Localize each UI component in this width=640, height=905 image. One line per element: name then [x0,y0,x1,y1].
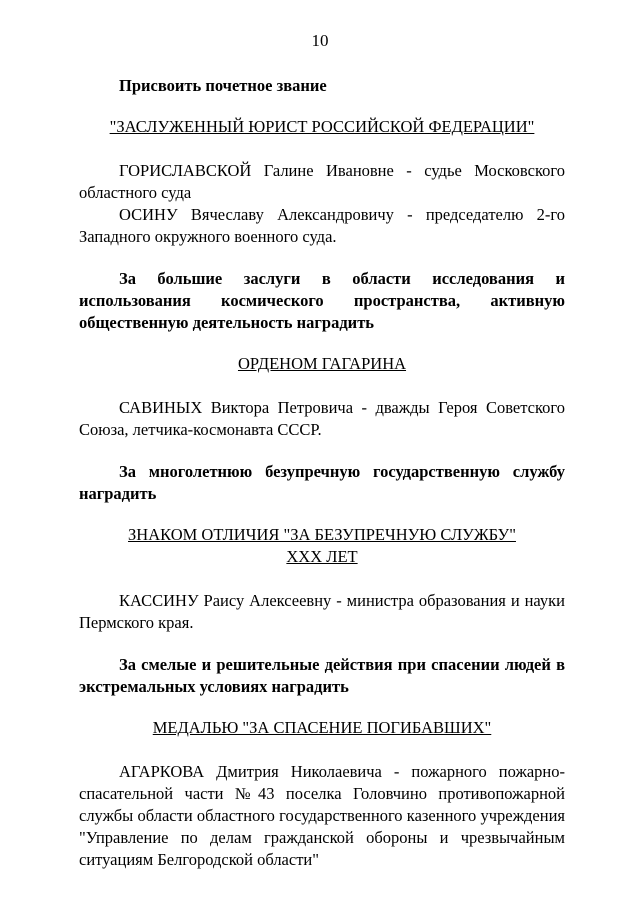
recipient-paragraph: САВИНЫХ Виктора Петровича - дважды Героя Советского Союза, летчика-космонавта СССР. [79,398,565,439]
award-title-line2: XXX ЛЕТ [286,547,358,566]
recipient-paragraph: АГАРКОВА Дмитрия Николаевича - пожарного пожарно-спасательной части №43 поселка Головчино противопожарной службы области областного государственного казенного учреждения "Управление по делам гражданской обороны и чрезвычайным ситуациям Белгородской области" [79,762,565,869]
recipient-paragraph: ГОРИСЛАВСКОЙ Галине Ивановне - судье Московского областного суда [79,161,565,202]
recipient-paragraph: ОСИНУ Вячеславу Александровичу - председателю 2-го Западного окружного военного суда. [79,205,565,246]
section-intro: За смелые и решительные действия при спасении людей в экстремальных условиях наградить [79,655,565,696]
section-intro: За большие заслуги в области исследования и использования космического пространства, активную общественную деятельность наградить [79,269,565,332]
recipient-paragraph: КАССИНУ Раису Алексеевну - министра образования и науки Пермского края. [79,591,565,632]
award-title: МЕДАЛЬЮ "ЗА СПАСЕНИЕ ПОГИБАВШИХ" [152,718,492,737]
section-intro: Присвоить почетное звание [119,76,327,95]
section-intro: За многолетнюю безупречную государственную службу наградить [79,462,565,503]
page-number: 10 [311,31,329,50]
document-body [79,75,565,871]
award-title: ОРДЕНОМ ГАГАРИНА [237,354,407,373]
award-title: "ЗАСЛУЖЕННЫЙ ЮРИСТ РОССИЙСКОЙ ФЕДЕРАЦИИ" [109,117,535,136]
award-title: ЗНАКОМ ОТЛИЧИЯ "ЗА БЕЗУПРЕЧНУЮ СЛУЖБУ" [128,525,516,544]
